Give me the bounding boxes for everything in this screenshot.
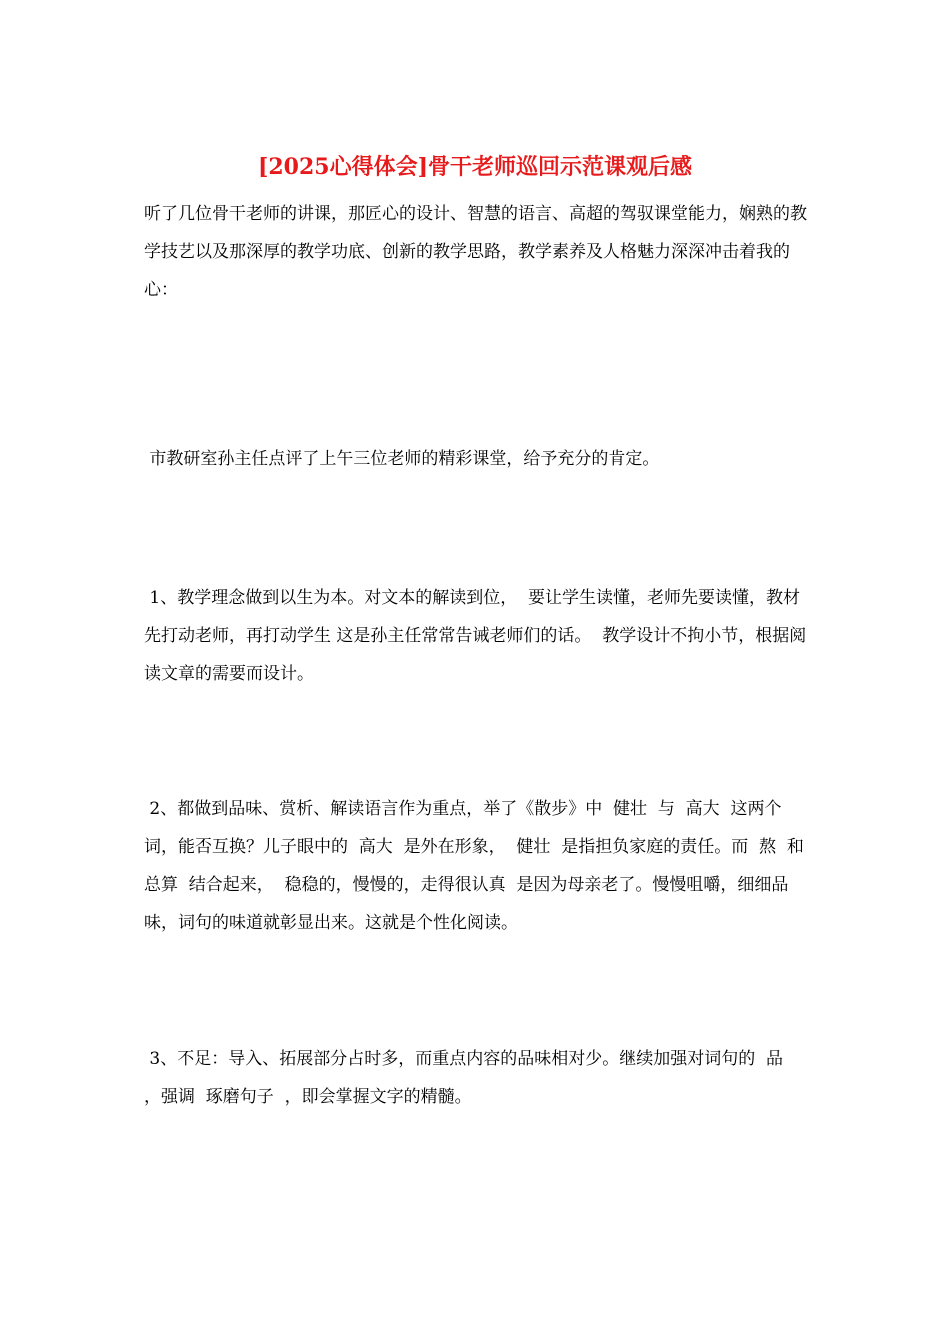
intro-paragraph: 听了几位骨干老师的讲课，那匠心的设计、智慧的语言、高超的驾驭课堂能力，娴熟的教学技艺以及那深厚的教学功底、创新的教学思路，教学素养及人格魅力深深冲击着我的心： bbox=[144, 204, 807, 300]
document-title: [2025心得体会]骨干老师巡回示范课观后感 bbox=[257, 154, 693, 180]
point-2-paragraph: 2、都做到品味、赏析、解读语言作为重点，举了《散步》中 健壮 与 高大 这两个词，能否互换？儿子眼中的 高大 是外在形象， 健壮 是指担负家庭的责任。而 熬 和 总算 结合起来， 稳稳的，慢慢的，走得很认真 是因为母亲老了。慢慢咀嚼，细细品味，词句的味道就彰显出来。这就是个性化阅读。 bbox=[144, 799, 815, 933]
comment-paragraph: 市教研室孙主任点评了上午三位老师的精彩课堂，给予充分的肯定。 bbox=[144, 449, 660, 469]
point-3-paragraph: 3、不足：导入、拓展部分占时多，而重点内容的品味相对少。继续加强对词句的 品 ，强调 琢磨句子 ，即会掌握文字的精髓。 bbox=[144, 1049, 794, 1107]
point-1-paragraph: 1、教学理念做到以生为本。对文本的解读到位， 要让学生读懂，老师先要读懂，教材先打动老师，再打动学生 这是孙主任常常告诫老师们的话。 教学设计不拘小节，根据阅读文章的需要而设计。 bbox=[144, 588, 807, 684]
